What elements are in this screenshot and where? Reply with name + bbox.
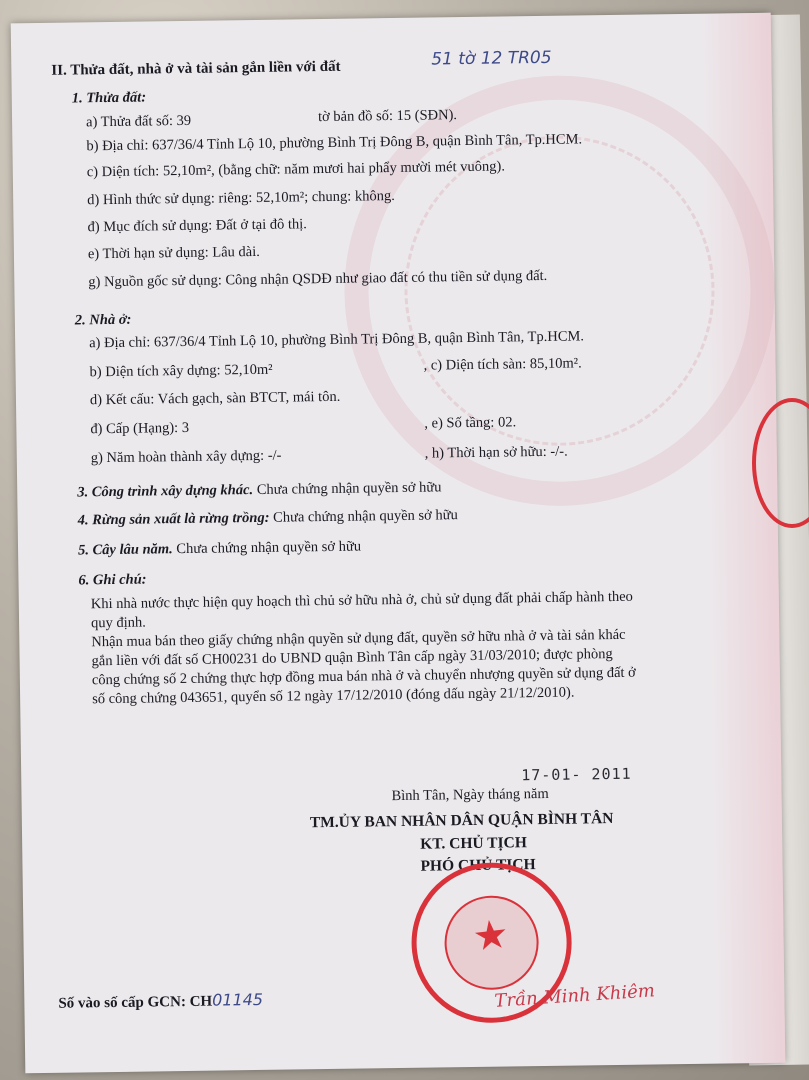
gcn-handwritten: 01145 xyxy=(211,989,264,1010)
house-completion-year: g) Năm hoàn thành xây dựng: -/- xyxy=(90,447,282,467)
item-3-value: Chưa chứng nhận quyền sở hữu xyxy=(256,479,442,498)
notes-line-4: gắn liền với đất số CH00231 do UBND quận Bình Tân cấp ngày 31/03/2010; được phòng xyxy=(91,646,613,670)
land-area: c) Diện tích: 52,10m², (bằng chữ: năm mươi hai phẩy mười mét vuông). xyxy=(86,158,506,181)
signature: Trần Minh Khiêm xyxy=(493,980,656,1012)
item-5 xyxy=(78,539,361,560)
land-usage-form: d) Hình thức sử dụng: riêng: 52,10m²; chung: không. xyxy=(87,188,395,209)
item-4-label: 4. Rừng sản xuất là rừng trồng: xyxy=(77,509,270,529)
item-4 xyxy=(78,507,458,529)
land-heading: 1. Thửa đất: xyxy=(71,89,147,107)
item-4-value: Chưa chứng nhận quyền sở hữu xyxy=(272,507,458,526)
page-content xyxy=(11,13,786,1074)
land-purpose: đ) Mục đích sử dụng: Đất ở tại đô thị. xyxy=(87,216,307,236)
house-build-area: b) Diện tích xây dựng: 52,10m² xyxy=(89,361,273,381)
seal-center xyxy=(439,890,543,994)
gcn-number xyxy=(58,990,263,1013)
seal-star-icon: ★ xyxy=(470,910,512,960)
place-date-line: Bình Tân, Ngày tháng năm xyxy=(391,785,549,805)
authority-line-3: PHÓ CHỦ TỊCH xyxy=(420,856,536,875)
item-5-value: Chưa chứng nhận quyền sở hữu xyxy=(176,538,362,558)
house-heading: 2. Nhà ở: xyxy=(74,311,132,329)
house-structure: d) Kết cấu: Vách gạch, sàn BTCT, mái tôn. xyxy=(89,388,341,409)
authority-line-1: TM.ỦY BAN NHÂN DÂN QUẬN BÌNH TÂN xyxy=(309,810,614,832)
item-5-label: 5. Cây lâu năm. xyxy=(77,541,173,559)
notes-line-1: Khi nhà nước thực hiện quy hoạch thì chủ sở hữu nhà ở, chủ sử dụng đất phải chấp hành theo xyxy=(90,588,633,613)
house-grade: đ) Cấp (Hạng): 3 xyxy=(90,419,190,438)
section-title: II. Thửa đất, nhà ở và tài sản gắn liền với đất xyxy=(51,58,341,79)
house-ownership-term: , h) Thời hạn sở hữu: -/-. xyxy=(424,443,568,462)
notes-heading: 6. Ghi chú: xyxy=(78,571,147,589)
land-origin: g) Nguồn gốc sử dụng: Công nhận QSDĐ như giao đất có thu tiền sử dụng đất. xyxy=(88,267,548,291)
certificate-page xyxy=(11,13,786,1074)
notes-line-6: số công chứng 043651, quyển số 12 ngày 17/12/2010 (đóng dấu ngày 21/12/2010). xyxy=(92,684,575,708)
notes-line-3: Nhận mua bán theo giấy chứng nhận quyền sử dụng đất, quyền sở hữu nhà ở và tài sản khác xyxy=(91,626,626,651)
land-term: e) Thời hạn sử dụng: Lâu dài. xyxy=(87,243,260,263)
authority-line-2: KT. CHỦ TỊCH xyxy=(420,834,527,853)
gcn-label: Số vào số cấp GCN: CH xyxy=(58,993,213,1012)
notes-line-2: quy định. xyxy=(90,614,146,632)
issue-date-stamp: 17-01- 2011 xyxy=(521,764,632,785)
notes-line-5: công chứng số 2 chứng thực hợp đồng mua bán nhà ở và chuyển nhượng quyền sử dụng đất ở xyxy=(91,664,636,689)
house-floor-area: , c) Diện tích sàn: 85,10m². xyxy=(423,355,582,374)
land-parcel-number: a) Thửa đất số: 39 xyxy=(85,112,192,131)
house-address: a) Địa chỉ: 637/36/4 Tỉnh Lộ 10, phường Bình Trị Đông B, quận Bình Tân, Tp.HCM. xyxy=(89,328,585,352)
handwritten-note: 51 tờ 12 TR05 xyxy=(431,47,552,70)
house-floors: , e) Số tầng: 02. xyxy=(424,414,517,432)
land-address: b) Địa chỉ: 637/36/4 Tỉnh Lộ 10, phường Bình Trị Đông B, quận Bình Tân, Tp.HCM. xyxy=(86,131,583,155)
land-map-sheet: tờ bản đồ số: 15 (SĐN). xyxy=(317,107,458,126)
item-3 xyxy=(77,479,441,501)
item-3-label: 3. Công trình xây dựng khác. xyxy=(77,482,254,501)
